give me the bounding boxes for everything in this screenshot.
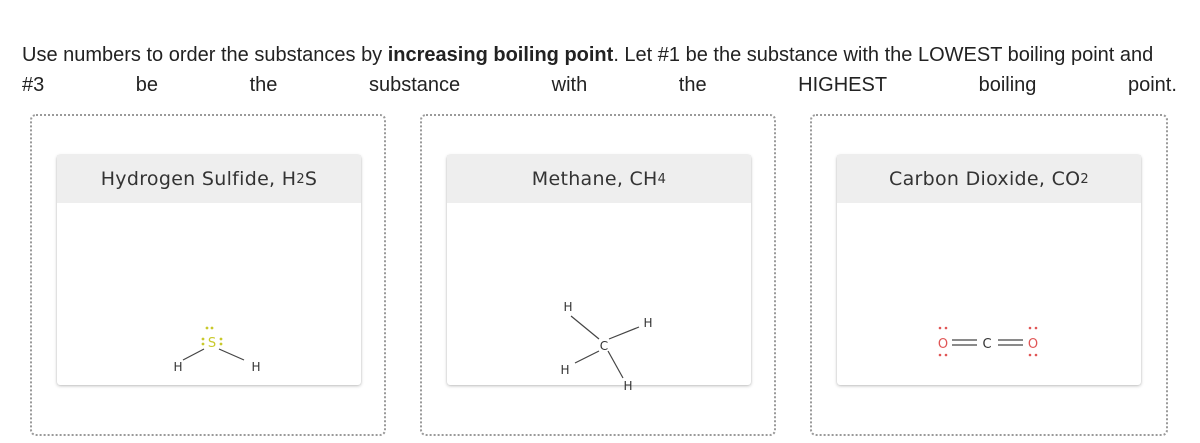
lone-pair-dot <box>945 354 948 357</box>
card-title-suffix: S <box>304 168 318 190</box>
bond-s-h-right <box>219 349 244 360</box>
instructions-word: #3 <box>22 74 45 96</box>
instructions-word: be <box>135 74 159 96</box>
lone-pair-dot <box>1035 354 1038 357</box>
card-title-subscript: 2 <box>296 171 305 187</box>
lone-pair-dot <box>220 343 223 346</box>
lone-pair-dot <box>202 343 205 346</box>
card-title-subscript: 2 <box>1080 171 1089 187</box>
atom-label: C <box>599 339 609 353</box>
atom-label: H <box>643 316 653 330</box>
substance-card-carbon-dioxide[interactable] <box>837 155 1141 385</box>
atom-label: H <box>251 360 261 374</box>
atom-label: H <box>173 360 183 374</box>
instructions-text-1: Use numbers to order the substances by <box>22 44 388 66</box>
instructions-word: HIGHEST <box>798 74 888 96</box>
lone-pair-dot <box>211 327 214 330</box>
bond-s-h-left <box>183 349 204 360</box>
instructions-word: substance <box>368 74 461 96</box>
instructions <box>22 40 1177 100</box>
lone-pair-dot <box>939 327 942 330</box>
card-title-subscript: 4 <box>657 171 667 187</box>
atom-label: H <box>560 363 570 377</box>
lone-pair-dot <box>202 338 205 341</box>
instructions-text-2: . Let #1 be the substance with the LOWEST boiling point and <box>613 44 1154 66</box>
card-title <box>837 155 1141 203</box>
card-title-text: Methane, CH <box>531 168 658 190</box>
lone-pair-dot <box>220 338 223 341</box>
bond-c-h-bottom <box>608 351 623 378</box>
atom-label: H <box>563 300 573 314</box>
instructions-word: the <box>678 74 707 96</box>
substance-card-methane[interactable] <box>447 155 751 393</box>
atom-label: S <box>207 336 217 351</box>
card-title-text: Carbon Dioxide, CO <box>889 168 1081 190</box>
instructions-word: the <box>249 74 278 96</box>
atom-label: H <box>623 379 633 393</box>
molecule-diagram <box>447 203 751 393</box>
atom-label: O <box>1027 337 1039 352</box>
instructions-word: boiling <box>978 74 1037 96</box>
ch4-structure <box>447 203 751 393</box>
molecule-diagram <box>57 203 361 385</box>
atom-label: O <box>937 337 949 352</box>
lone-pair-dot <box>939 354 942 357</box>
lone-pair-dot <box>1035 327 1038 330</box>
atom-label: C <box>982 337 992 352</box>
card-title-text: Hydrogen Sulfide, H <box>100 168 297 190</box>
co2-structure <box>837 203 1141 385</box>
substance-card-hydrogen-sulfide[interactable] <box>57 155 361 385</box>
bond-c-h-top <box>571 316 599 339</box>
lone-pair-dot <box>1029 354 1032 357</box>
h2s-structure <box>57 203 361 385</box>
lone-pair-dot <box>1029 327 1032 330</box>
instructions-word: point. <box>1127 74 1177 96</box>
card-title <box>447 155 751 203</box>
molecule-diagram <box>837 203 1141 385</box>
instructions-bold: increasing boiling point <box>387 44 614 66</box>
bond-c-h-right <box>609 327 639 339</box>
lone-pair-dot <box>945 327 948 330</box>
lone-pair-dot <box>206 327 209 330</box>
instructions-line-1 <box>22 40 1177 70</box>
card-title <box>57 155 361 203</box>
instructions-line-2 <box>22 70 1177 100</box>
instructions-word: with <box>551 74 588 96</box>
bond-c-h-left <box>575 351 599 363</box>
